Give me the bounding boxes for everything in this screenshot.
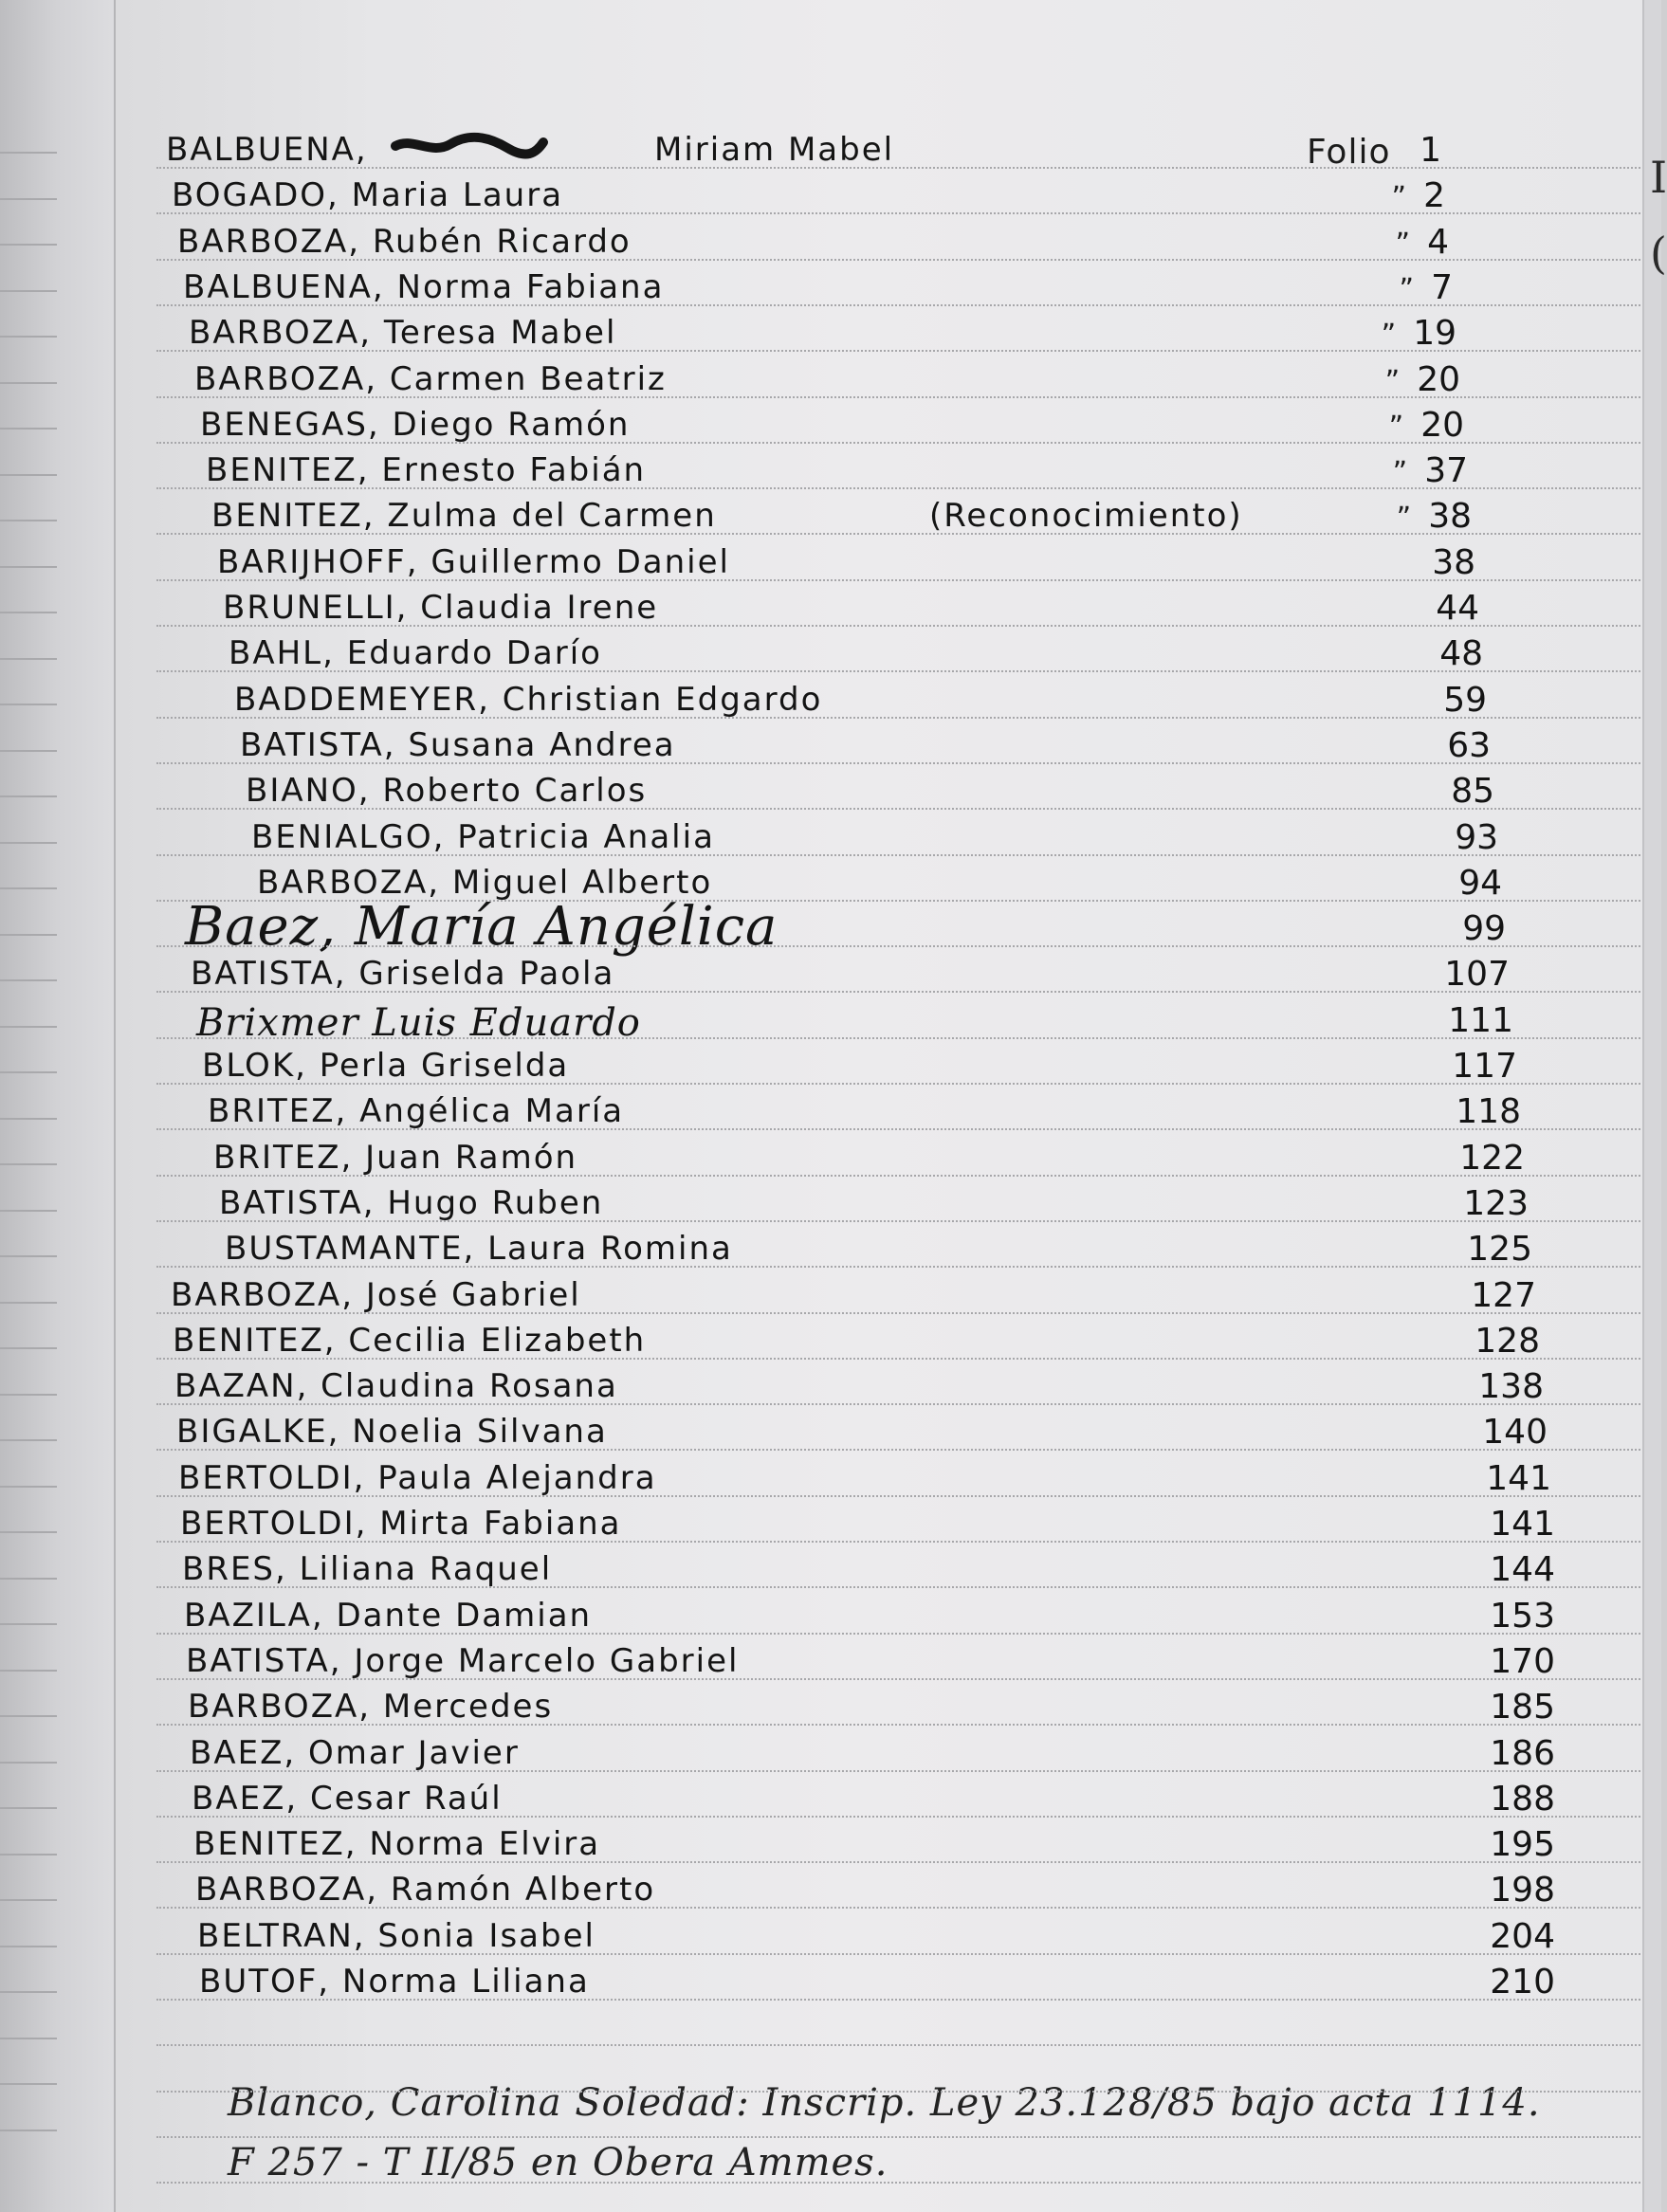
ruled-line	[156, 1724, 1640, 1726]
folio-number: 38	[1432, 542, 1475, 582]
entry-folio	[1396, 1413, 1548, 1452]
entry-name: BARIJHOFF, Guillermo Daniel	[217, 542, 730, 581]
entry-folio	[1403, 1825, 1555, 1864]
left-page-rule	[0, 1854, 57, 1856]
folio-number: 122	[1459, 1138, 1525, 1178]
ruled-line	[156, 2044, 1640, 2046]
ruled-line	[156, 1403, 1640, 1405]
ruled-line	[156, 442, 1640, 444]
entry-name: BAHL, Eduardo Darío	[229, 634, 602, 673]
entry-folio	[1403, 1642, 1555, 1681]
left-page-rule	[0, 887, 57, 889]
left-page-rule	[0, 934, 57, 936]
entry-folio	[1290, 131, 1441, 170]
ruled-line	[156, 1816, 1640, 1818]
folio-number: 185	[1490, 1688, 1555, 1728]
entry-name: BATISTA, Susana Andrea	[240, 725, 676, 764]
left-page-rule	[0, 1531, 57, 1533]
folio-number: 210	[1490, 1963, 1555, 2002]
entry-folio	[1403, 1963, 1555, 2002]
entry-name: BENITEZ, Ernesto Fabián	[206, 451, 647, 490]
left-page-rule	[0, 1026, 57, 1028]
entry-name: BARBOZA, Rubén Ricardo	[177, 222, 632, 261]
entry-name: BARBOZA, Carmen Beatriz	[194, 359, 667, 398]
entry-folio	[1369, 1092, 1521, 1131]
register-page	[119, 0, 1636, 2212]
folio-number: 19	[1413, 314, 1456, 354]
entry-name: BATISTA, Jorge Marcelo Gabriel	[186, 1641, 740, 1680]
left-page-rule	[0, 152, 57, 154]
ruled-line	[156, 945, 1640, 947]
left-page-rule	[0, 244, 57, 246]
folio-number: 20	[1417, 359, 1460, 399]
footer-note-line-1: Blanco, Carolina Soledad: Inscrip. Ley 23.128/85 bajo acta 1114.	[228, 2081, 1541, 2125]
ruled-line	[156, 1633, 1640, 1635]
ruled-line	[156, 625, 1640, 627]
entry-folio	[1309, 360, 1460, 399]
folio-number: 118	[1456, 1092, 1521, 1132]
folio-number: 204	[1490, 1916, 1555, 1956]
ruled-line	[156, 1541, 1640, 1543]
entry-folio	[1297, 223, 1449, 262]
entry-folio	[1403, 1550, 1555, 1589]
ruled-line	[156, 1266, 1640, 1268]
folio-header-label: Folio	[1307, 133, 1391, 172]
left-page-rule	[0, 2130, 57, 2131]
folio-number: 85	[1451, 772, 1494, 812]
entry-folio	[1312, 406, 1464, 445]
left-page-edge	[0, 0, 116, 2212]
entry-name: BERTOLDI, Paula Alejandra	[178, 1458, 657, 1497]
ruled-line	[156, 1128, 1640, 1130]
left-page-rule	[0, 336, 57, 338]
left-page-rule	[0, 290, 57, 292]
ruled-line	[156, 670, 1640, 672]
folio-number: 117	[1452, 1047, 1517, 1086]
entry-name: BELTRAN, Sonia Isabel	[197, 1916, 595, 1955]
left-page-rule	[0, 1946, 57, 1947]
entry-name: BAEZ, Cesar Raúl	[192, 1779, 503, 1818]
entry-folio	[1346, 818, 1498, 857]
entry-folio	[1403, 1871, 1555, 1910]
ruled-line	[156, 1495, 1640, 1497]
left-page-rule	[0, 1991, 57, 1993]
ruled-line	[156, 1586, 1640, 1588]
left-page-rule	[0, 1486, 57, 1488]
left-page-rule	[0, 979, 57, 981]
entry-folio	[1377, 1184, 1529, 1223]
ditto-mark: ”	[1384, 364, 1401, 398]
entry-name: BENEGAS, Diego Ramón	[200, 405, 631, 444]
folio-number: 37	[1424, 451, 1468, 491]
ruled-line	[156, 396, 1640, 398]
left-page-rule	[0, 520, 57, 521]
folio-number: 128	[1475, 1321, 1540, 1361]
entry-name: BALBUENA, Norma Fabiana	[183, 267, 665, 306]
left-page-rule	[0, 795, 57, 797]
entry-folio	[1403, 1597, 1555, 1636]
entry-folio	[1358, 955, 1510, 994]
left-page-rule	[0, 1623, 57, 1625]
ruled-line	[156, 2136, 1640, 2138]
folio-number: 195	[1490, 1825, 1555, 1865]
folio-number: 153	[1490, 1596, 1555, 1636]
folio-number: 125	[1467, 1230, 1532, 1270]
left-page-rule	[0, 1670, 57, 1672]
entry-name: BRITEZ, Juan Ramón	[213, 1138, 578, 1177]
ruled-line	[156, 1083, 1640, 1085]
entry-name: BAZAN, Claudina Rosana	[174, 1367, 618, 1406]
ruled-line	[156, 533, 1640, 535]
entry-folio	[1403, 1780, 1555, 1819]
entry-folio	[1339, 726, 1491, 765]
ruled-line	[156, 717, 1640, 719]
left-page-rule	[0, 842, 57, 844]
entry-folio	[1305, 314, 1456, 353]
ruled-line	[156, 1907, 1640, 1909]
left-page-rule	[0, 1899, 57, 1901]
left-page-rule	[0, 1071, 57, 1073]
ditto-mark: ”	[1392, 456, 1408, 490]
right-edge-mark: I	[1650, 152, 1667, 203]
ruled-line	[156, 350, 1640, 352]
ditto-mark: ”	[1396, 502, 1412, 536]
folio-number: 99	[1462, 909, 1506, 949]
ruled-line	[156, 1770, 1640, 1772]
ruled-line	[156, 304, 1640, 306]
left-page-rule	[0, 658, 57, 660]
entry-folio	[1301, 268, 1453, 307]
entry-name: BRES, Liliana Raquel	[182, 1550, 553, 1589]
entry-folio	[1373, 1139, 1525, 1178]
left-page-rule	[0, 1210, 57, 1212]
ruled-line	[156, 1678, 1640, 1680]
right-page-edge	[1642, 0, 1667, 2212]
entry-name: BIANO, Roberto Carlos	[246, 772, 648, 811]
folio-number: 140	[1482, 1413, 1548, 1453]
folio-number: 59	[1443, 680, 1487, 720]
folio-number: 48	[1439, 634, 1483, 674]
entry-folio	[1381, 1230, 1532, 1269]
folio-number: 44	[1436, 589, 1479, 628]
left-page-rule	[0, 428, 57, 430]
folio-number: 123	[1463, 1183, 1529, 1223]
left-page-rule	[0, 1302, 57, 1304]
ruled-line	[156, 1449, 1640, 1451]
left-page-rule	[0, 1118, 57, 1120]
entry-name: Baez, María Angélica	[185, 896, 779, 959]
entry-folio	[1392, 1367, 1544, 1406]
folio-number: 7	[1431, 267, 1453, 307]
ruled-line	[156, 2091, 1640, 2093]
folio-number: 186	[1490, 1733, 1555, 1773]
entry-name: BALBUENA,	[166, 131, 368, 169]
ditto-mark: ”	[1399, 272, 1415, 306]
entry-name-continued: Miriam Mabel	[654, 131, 895, 169]
ruled-line	[156, 579, 1640, 581]
left-page-rule	[0, 474, 57, 476]
entry-name: BAEZ, Omar Javier	[190, 1733, 520, 1772]
entry-name: BIGALKE, Noelia Silvana	[176, 1413, 608, 1452]
folio-number: 38	[1428, 497, 1472, 537]
ruled-line	[156, 1861, 1640, 1863]
entry-name: BOGADO, Maria Laura	[172, 176, 564, 215]
folio-number: 111	[1448, 1000, 1513, 1040]
entry-name: BARBOZA, Mercedes	[188, 1688, 554, 1727]
left-page-rule	[0, 1255, 57, 1257]
folio-number: 94	[1458, 863, 1502, 903]
ruled-line	[156, 212, 1640, 214]
folio-number: 170	[1490, 1641, 1555, 1681]
folio-number: 141	[1490, 1505, 1555, 1544]
ruled-line	[156, 2182, 1640, 2184]
folio-number: 63	[1447, 725, 1491, 765]
left-page-rule	[0, 1163, 57, 1165]
left-page-rule	[0, 1715, 57, 1717]
folio-number: 198	[1490, 1871, 1555, 1910]
ditto-mark: ”	[1388, 410, 1404, 444]
ruled-line	[156, 1999, 1640, 2001]
entry-name: BATISTA, Hugo Ruben	[219, 1183, 604, 1222]
ruled-line	[156, 1220, 1640, 1222]
left-page-rule	[0, 2038, 57, 2039]
entry-folio	[1362, 1001, 1513, 1040]
ruled-line	[156, 1037, 1640, 1039]
left-page-rule	[0, 566, 57, 568]
left-page-rule	[0, 704, 57, 705]
entry-name: Brixmer Luis Eduardo	[196, 1000, 641, 1045]
right-edge-mark: (	[1650, 228, 1667, 279]
entry-folio	[1365, 1047, 1517, 1086]
ruled-line	[156, 1175, 1640, 1177]
ruled-line	[156, 900, 1640, 902]
left-page-rule	[0, 198, 57, 200]
entry-name: BENITEZ, Zulma del Carmen	[211, 497, 717, 536]
entry-name: BERTOLDI, Mirta Fabiana	[180, 1505, 622, 1543]
ruled-line	[156, 808, 1640, 810]
entry-folio	[1384, 1276, 1536, 1315]
ruled-line	[156, 854, 1640, 856]
left-page-rule	[0, 1394, 57, 1396]
folio-number: 4	[1427, 222, 1449, 262]
entry-name: BENITEZ, Norma Elvira	[193, 1825, 601, 1864]
entry-folio	[1403, 1917, 1555, 1956]
folio-number: 2	[1423, 176, 1445, 216]
ruled-line	[156, 167, 1640, 169]
entry-name: BARBOZA, Teresa Mabel	[189, 314, 617, 353]
folio-number: 188	[1490, 1779, 1555, 1819]
left-page-rule	[0, 1347, 57, 1349]
entry-folio	[1335, 681, 1487, 720]
ditto-mark: ”	[1395, 227, 1411, 261]
entry-name: BAZILA, Dante Damian	[184, 1596, 593, 1635]
entry-name: BRUNELLI, Claudia Irene	[223, 589, 659, 627]
entry-name: BENIALGO, Patricia Analia	[251, 817, 715, 856]
folio-number: 1	[1420, 131, 1441, 170]
entry-folio	[1320, 497, 1472, 536]
entry-folio	[1343, 772, 1494, 811]
left-page-rule	[0, 1807, 57, 1809]
entry-name: BLOK, Perla Griselda	[202, 1047, 570, 1085]
ditto-mark: ”	[1391, 181, 1407, 215]
folio-number: 141	[1486, 1458, 1551, 1498]
footer-note-line-2: F 257 - T II/85 en Obera Ammes.	[228, 2141, 888, 2185]
ruled-line	[156, 1953, 1640, 1955]
entry-name: BATISTA, Griselda Paola	[191, 955, 615, 994]
left-page-rule	[0, 1578, 57, 1580]
entry-name: BENITEZ, Cecilia Elizabeth	[173, 1321, 647, 1360]
entry-name: BARBOZA, Miguel Alberto	[257, 863, 713, 902]
left-page-rule	[0, 612, 57, 613]
ruled-line	[156, 1358, 1640, 1360]
entry-folio	[1324, 543, 1475, 582]
entry-folio	[1350, 864, 1502, 903]
left-page-rule	[0, 1762, 57, 1764]
ruled-line	[156, 259, 1640, 261]
entry-folio	[1331, 634, 1483, 673]
entry-name: BADDEMEYER, Christian Edgardo	[234, 680, 823, 719]
folio-number: 107	[1444, 955, 1510, 995]
entry-folio	[1403, 1688, 1555, 1727]
entry-note: (Reconocimiento)	[929, 497, 1243, 536]
entry-folio	[1354, 909, 1506, 948]
left-page-rule	[0, 2083, 57, 2085]
folio-number: 144	[1490, 1550, 1555, 1590]
entry-folio	[1388, 1322, 1540, 1361]
entry-name: BARBOZA, Ramón Alberto	[195, 1871, 656, 1910]
ruled-line	[156, 487, 1640, 489]
folio-number: 20	[1420, 405, 1464, 445]
entry-folio	[1316, 451, 1468, 490]
ruled-line	[156, 991, 1640, 993]
entry-name: BUTOF, Norma Liliana	[199, 1963, 590, 2001]
entry-name: BRITEZ, Angélica María	[208, 1092, 625, 1131]
entry-folio	[1400, 1459, 1551, 1498]
entry-name: BUSTAMANTE, Laura Romina	[225, 1230, 733, 1269]
entry-folio	[1403, 1505, 1555, 1544]
entry-folio	[1293, 176, 1445, 215]
folio-number: 93	[1455, 817, 1498, 857]
left-page-rule	[0, 750, 57, 752]
entry-folio	[1403, 1734, 1555, 1773]
ruled-line	[156, 1312, 1640, 1314]
entry-folio	[1328, 589, 1479, 628]
folio-number: 127	[1471, 1275, 1536, 1315]
left-page-rule	[0, 382, 57, 384]
folio-number: 138	[1478, 1367, 1544, 1407]
left-page-rule	[0, 1439, 57, 1441]
ruled-line	[156, 762, 1640, 764]
entry-name: BARBOZA, José Gabriel	[171, 1275, 581, 1314]
ditto-mark: ”	[1381, 319, 1397, 353]
